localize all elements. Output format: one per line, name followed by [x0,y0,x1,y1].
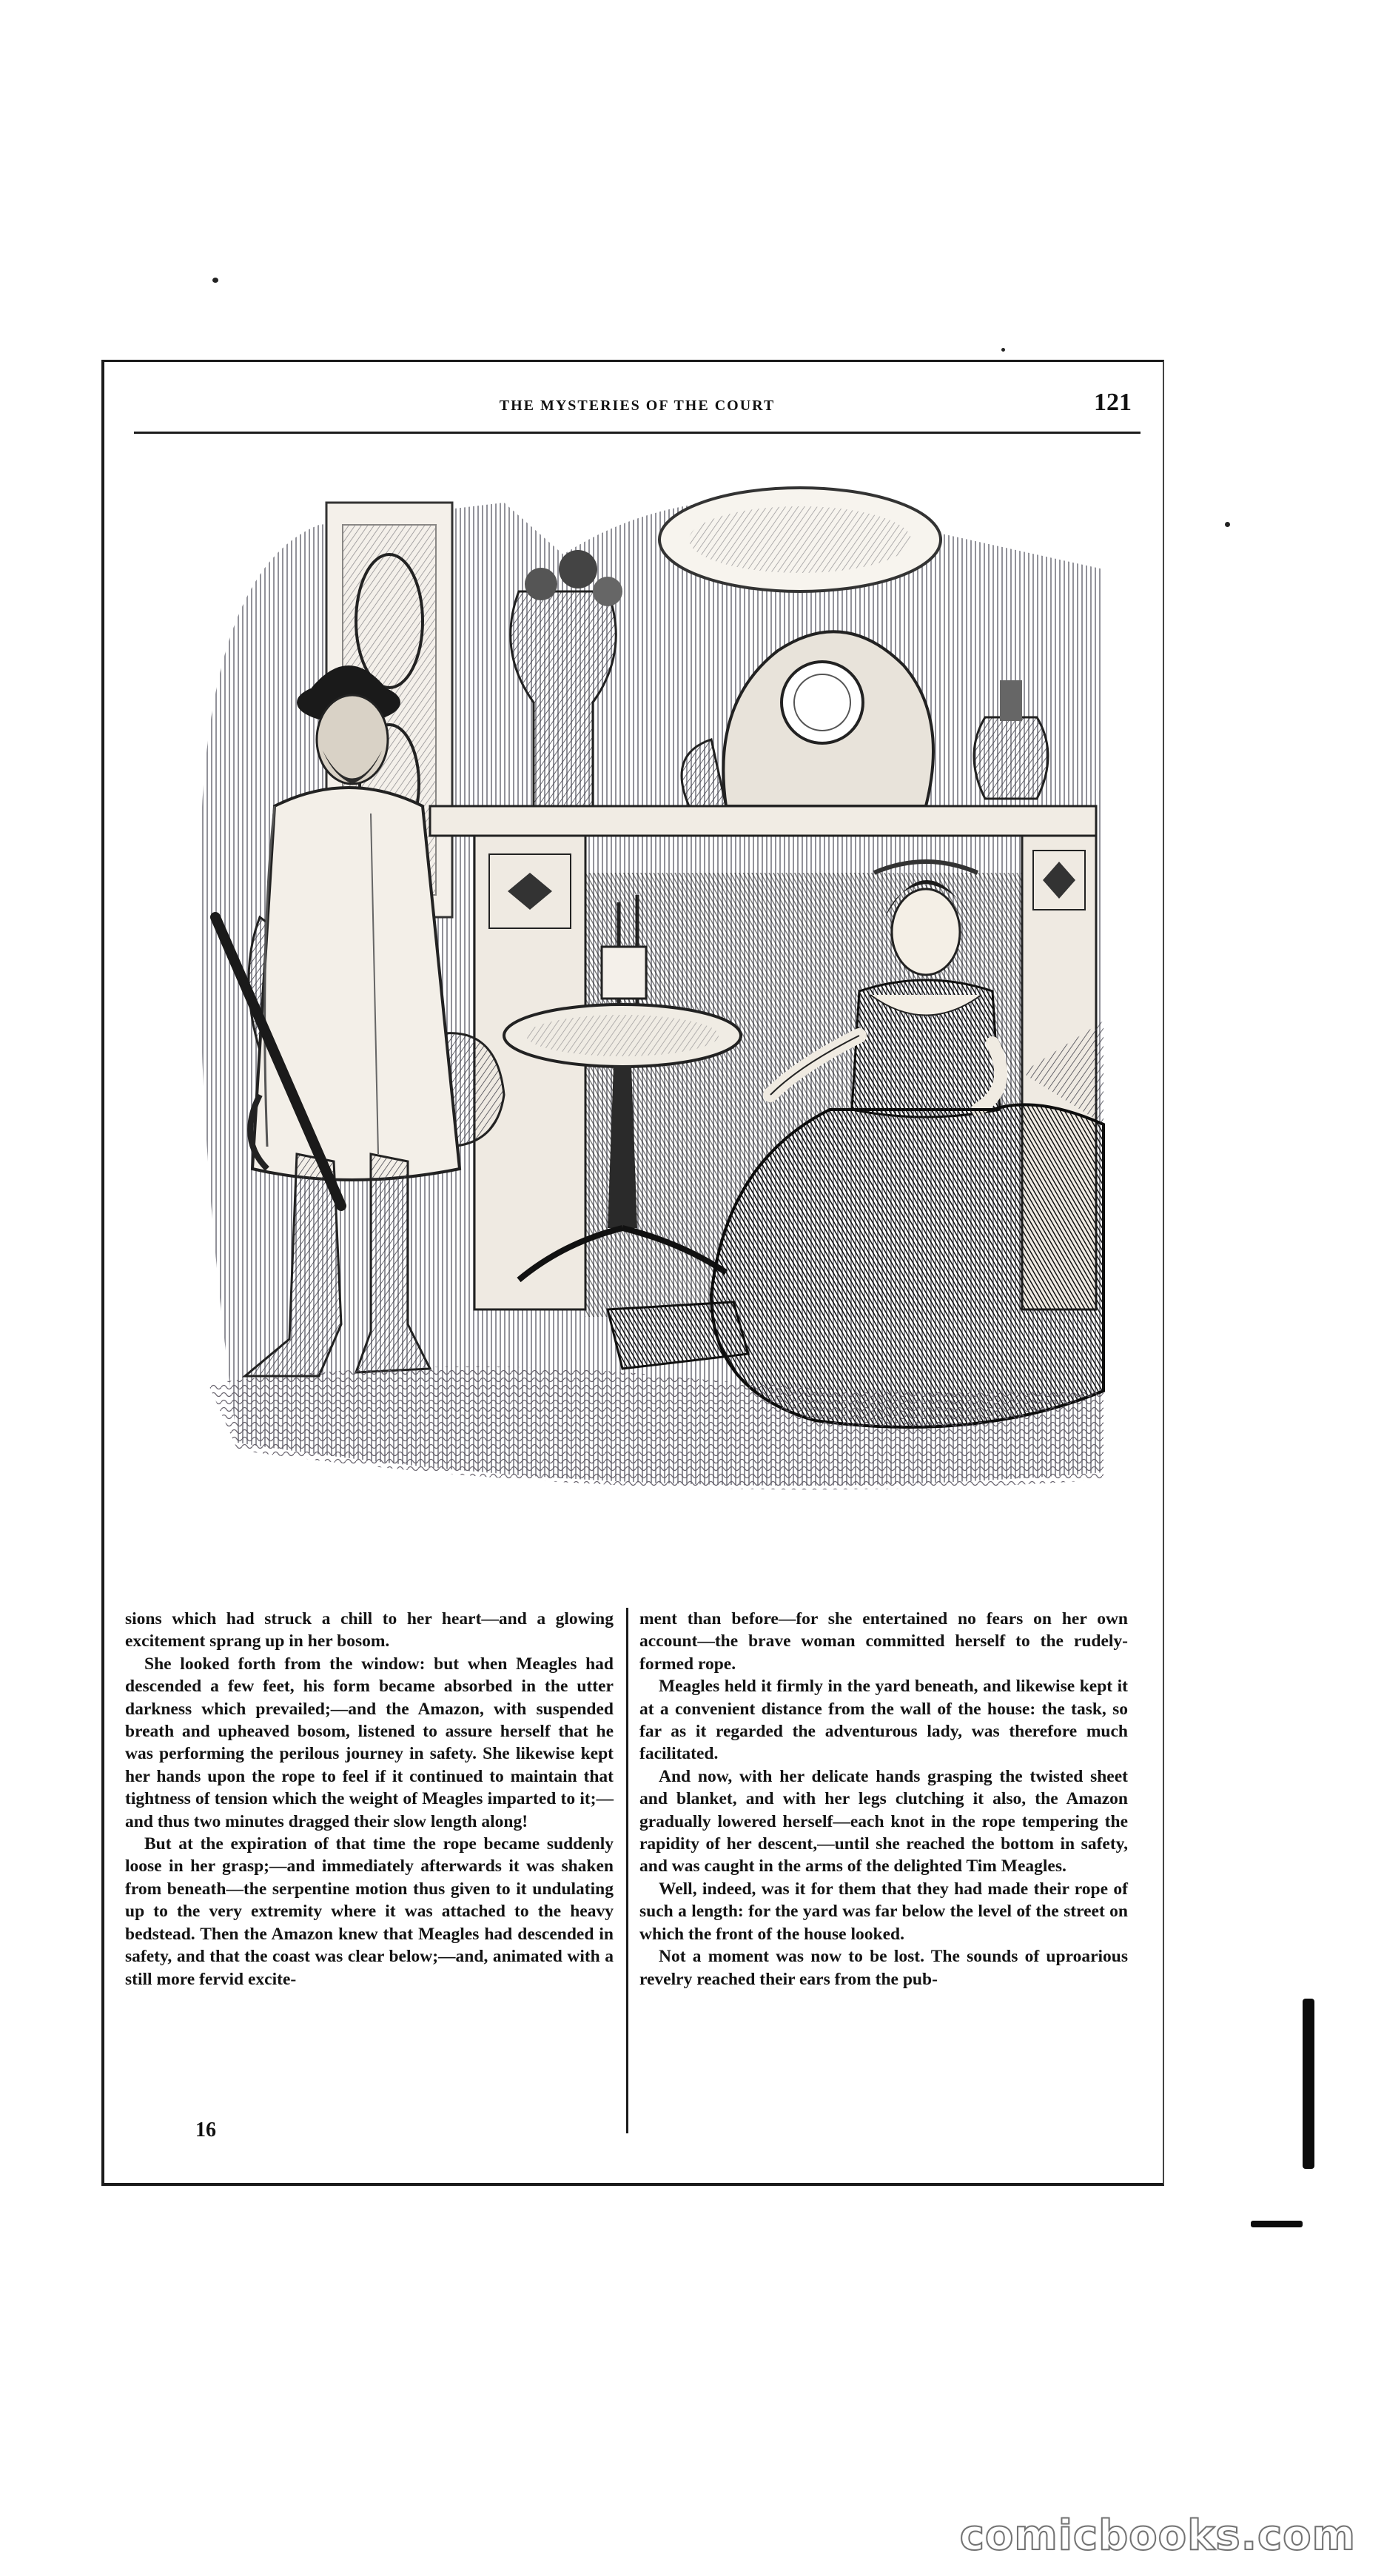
engraving-illustration [149,458,1141,1502]
watermark: comicbooks.com [959,2512,1356,2560]
body-columns [125,1608,1143,2170]
running-head [134,387,1141,434]
paragraph: And now, with her delicate hands grasping the twisted sheet and blanket, and with her legs clutching it also, the Amazon gradually lowered herself—each knot in the rope tempering the rapidity of her descent,—until she reached the bottom in safety, and was caught in the arms of the delighted Tim Meagles. [639,1766,1128,1876]
page-number: 121 [1094,389,1132,416]
ink-speck [1225,522,1230,527]
paragraph: But at the expiration of that time the rope became suddenly loose in her grasp;—and immediately afterwards it was shaken from beneath—the serpentine motion thus given to it undulating up to the very extremity where it was attached to the heavy bedstead. Then the Amazon knew that Meagles had descended in safety, and that the coast was clear below;—and, animated with a still more fervid excite- [125,1834,614,1989]
paragraph: sions which had struck a chill to her heart—and a glowing excitement sprang up in her bosom. [125,1609,614,1651]
page-edge-shadow [1303,1999,1314,2169]
ink-speck [212,278,218,283]
column-divider [626,1608,628,2133]
paragraph: Meagles held it firmly in the yard beneath, and likewise kept it at a convenient distance from the wall of the house: the task, so far as it regarded the adventurous lady, was therefore much facilitated. [639,1677,1128,1764]
signature-mark: 16 [195,2119,216,2141]
left-column [125,1608,614,1990]
ink-speck [1001,348,1005,352]
running-title: THE MYSTERIES OF THE COURT [499,398,776,414]
printed-page [101,360,1164,2186]
page-edge-mark [1251,2221,1303,2227]
paragraph: She looked forth from the window: but when Meagles had descended a few feet, his form became absorbed in the utter darkness which prevailed;—and the Amazon, with suspended breath and upheaved bosom, listened to assure herself that he was performing the perilous journey in safety. She likewise kept her hands upon the rope to feel if it continued to maintain that tightness of tension which the weight of Meagles imparted to it;—and thus two minutes dragged their slow length along! [125,1654,614,1831]
right-column [639,1608,1128,1990]
paragraph: Not a moment was now to be lost. The sounds of uproarious revelry reached their ears from the pub- [639,1947,1128,1989]
paragraph: ment than before—for she entertained no fears on her own account—the brave woman committed herself to the rudely-formed rope. [639,1609,1128,1674]
paragraph: Well, indeed, was it for them that they had made their rope of such a length: for the yard was far below the level of the street on which the front of the house looked. [639,1879,1128,1944]
engraving-icon [149,458,1141,1502]
